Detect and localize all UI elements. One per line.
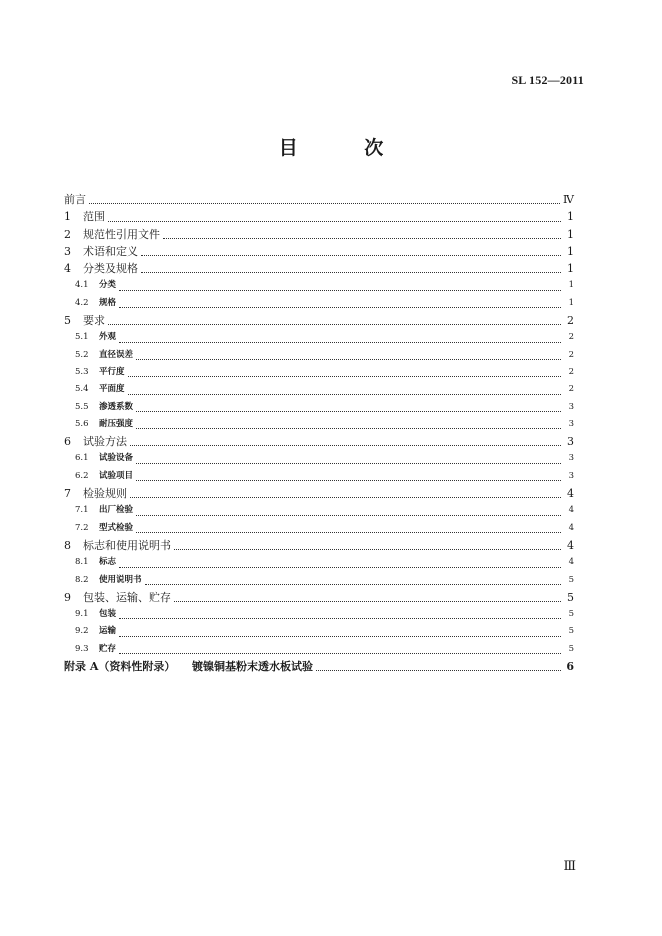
toc-page-number: 1 (568, 297, 574, 308)
dot-leader (130, 485, 561, 502)
toc-section-row[interactable] (64, 589, 574, 606)
toc-label: 试验项目 (99, 470, 134, 481)
toc-page-number: 5 (568, 643, 574, 654)
toc-page-number: 3 (568, 418, 574, 429)
toc-section-row[interactable] (64, 260, 574, 277)
toc-label: 平面度 (99, 384, 125, 395)
toc-page-number: 4 (568, 505, 574, 516)
toc-number: 6 (64, 435, 71, 449)
toc-number: 6.2 (75, 470, 89, 481)
toc-number: 4.1 (75, 280, 89, 291)
toc-label: 贮存 (99, 643, 117, 654)
toc-label: 规格 (99, 297, 117, 308)
toc-number: 8.1 (75, 557, 89, 568)
toc-label: 规范性引用文件 (83, 227, 160, 241)
toc-subsection-row[interactable] (64, 381, 574, 398)
dot-leader (130, 433, 561, 450)
toc-page-number: 1 (567, 227, 574, 241)
toc-label: 标志和使用说明书 (83, 538, 171, 552)
dot-leader (89, 191, 560, 208)
toc-subsection-row[interactable] (64, 554, 574, 571)
toc-page-number: 2 (568, 349, 574, 360)
toc-subsection-row[interactable] (64, 295, 574, 312)
dot-leader (119, 623, 561, 640)
toc-label: 外观 (99, 332, 117, 343)
toc-number: 9.3 (75, 643, 89, 654)
toc-page-number: 4 (568, 557, 574, 568)
toc-label: 渗透系数 (99, 401, 134, 412)
dot-leader (119, 641, 561, 658)
toc-subsection-row[interactable] (64, 623, 574, 640)
toc-number: 7 (64, 487, 71, 501)
toc-subsection-row[interactable] (64, 329, 574, 346)
toc-number: 4 (64, 262, 71, 276)
dot-leader (136, 416, 561, 433)
toc-label: 耐压强度 (99, 418, 134, 429)
toc-number: 5.3 (75, 366, 89, 377)
dot-leader (136, 502, 561, 519)
toc-label: 分类及规格 (83, 262, 138, 276)
toc-page-number: 2 (568, 366, 574, 377)
toc-page-number: 1 (568, 280, 574, 291)
toc-page-number: 3 (568, 453, 574, 464)
toc-subsection-row[interactable] (64, 572, 574, 589)
toc-label: 直径误差 (99, 349, 134, 360)
toc-label: 试验方法 (83, 435, 127, 449)
toc-number: 8.2 (75, 574, 89, 585)
dot-leader (316, 658, 561, 675)
toc-page-number: 4 (567, 538, 574, 552)
toc-page-number: 3 (567, 435, 574, 449)
dot-leader (128, 381, 561, 398)
toc-section-row[interactable] (64, 433, 574, 450)
toc-section-row[interactable] (64, 537, 574, 554)
toc-number: 5.5 (75, 401, 89, 412)
toc-label: 使用说明书 (99, 574, 142, 585)
toc-section-row[interactable] (64, 312, 574, 329)
toc-page-number: 1 (567, 262, 574, 276)
toc-page-number: 5 (568, 574, 574, 585)
page-title: 目 次 (278, 137, 414, 159)
toc-number: 9 (64, 590, 71, 604)
dot-leader (119, 554, 561, 571)
toc-page-number: 5 (567, 590, 574, 604)
toc-page-number: 2 (567, 314, 574, 328)
toc-subsection-row[interactable] (64, 502, 574, 519)
toc-subsection-row[interactable] (64, 468, 574, 485)
toc-label: 前言 (64, 193, 86, 206)
toc-page-number: 3 (568, 470, 574, 481)
toc-section-row[interactable] (64, 226, 574, 243)
toc-label: 术语和定义 (83, 244, 138, 258)
toc-label: 要求 (83, 314, 105, 328)
toc-section-row[interactable] (64, 191, 574, 208)
toc-number: 5.4 (75, 384, 89, 395)
appendix-page-number: 6 (566, 660, 574, 674)
dot-leader (119, 329, 561, 346)
toc-number: 5 (64, 314, 71, 328)
toc-number: 1 (64, 210, 71, 224)
toc-subsection-row[interactable] (64, 606, 574, 623)
toc-page-number: 1 (567, 210, 574, 224)
document-code: SL 152—2011 (511, 73, 584, 87)
toc-label: 运输 (99, 626, 117, 637)
dot-leader (174, 537, 561, 554)
dot-leader (141, 260, 561, 277)
toc-subsection-row[interactable] (64, 450, 574, 467)
toc-page-number: 1 (567, 244, 574, 258)
dot-leader (163, 226, 561, 243)
toc-page-number: 4 (567, 487, 574, 501)
toc-number: 9.2 (75, 626, 89, 637)
dot-leader (136, 399, 561, 416)
toc-page-number: 3 (568, 401, 574, 412)
dot-leader (119, 277, 561, 294)
toc-label: 包装、运输、贮存 (83, 590, 171, 604)
toc-number: 3 (64, 244, 71, 258)
dot-leader (136, 347, 561, 364)
appendix-label: 镀镍铜基粉末透水板试验 (192, 660, 313, 674)
toc-page-number: 5 (568, 609, 574, 620)
dot-leader (145, 572, 561, 589)
toc-page-number: 2 (568, 384, 574, 395)
toc-subsection-row[interactable] (64, 277, 574, 294)
toc-subsection-row[interactable] (64, 347, 574, 364)
toc-page-number: Ⅳ (563, 193, 574, 206)
toc-label: 范围 (83, 210, 105, 224)
toc-appendix-row[interactable] (64, 658, 574, 675)
dot-leader (119, 606, 561, 623)
toc-number: 6.1 (75, 453, 89, 464)
toc-label: 标志 (99, 557, 117, 568)
appendix-prefix: 附录 A（资料性附录） (64, 660, 176, 674)
toc-label: 出厂检验 (99, 505, 134, 516)
dot-leader (136, 450, 561, 467)
dot-leader (119, 295, 561, 312)
toc-page-number: 2 (568, 332, 574, 343)
toc-label: 包装 (99, 609, 117, 620)
dot-leader (174, 589, 561, 606)
dot-leader (136, 520, 561, 537)
toc-subsection-row[interactable] (64, 399, 574, 416)
page-number: Ⅲ (563, 858, 576, 873)
toc-number: 7.2 (75, 522, 89, 533)
toc-label: 检验规则 (83, 487, 127, 501)
toc-subsection-row[interactable] (64, 520, 574, 537)
table-of-contents (64, 191, 574, 675)
toc-label: 分类 (99, 280, 117, 291)
toc-subsection-row[interactable] (64, 641, 574, 658)
toc-number: 5.2 (75, 349, 89, 360)
toc-number: 9.1 (75, 609, 89, 620)
toc-number: 8 (64, 538, 71, 552)
toc-number: 5.1 (75, 332, 89, 343)
dot-leader (141, 243, 561, 260)
toc-section-row[interactable] (64, 243, 574, 260)
toc-label: 平行度 (99, 366, 125, 377)
dot-leader (108, 312, 561, 329)
dot-leader (128, 364, 561, 381)
toc-number: 4.2 (75, 297, 89, 308)
toc-page-number: 4 (568, 522, 574, 533)
toc-label: 试验设备 (99, 453, 134, 464)
toc-number: 5.6 (75, 418, 89, 429)
toc-section-row[interactable] (64, 485, 574, 502)
toc-subsection-row[interactable] (64, 416, 574, 433)
toc-page-number: 5 (568, 626, 574, 637)
toc-label: 型式检验 (99, 522, 134, 533)
dot-leader (108, 208, 561, 225)
toc-number: 2 (64, 227, 71, 241)
toc-number: 7.1 (75, 505, 89, 516)
dot-leader (136, 468, 561, 485)
toc-section-row[interactable] (64, 208, 574, 225)
toc-subsection-row[interactable] (64, 364, 574, 381)
